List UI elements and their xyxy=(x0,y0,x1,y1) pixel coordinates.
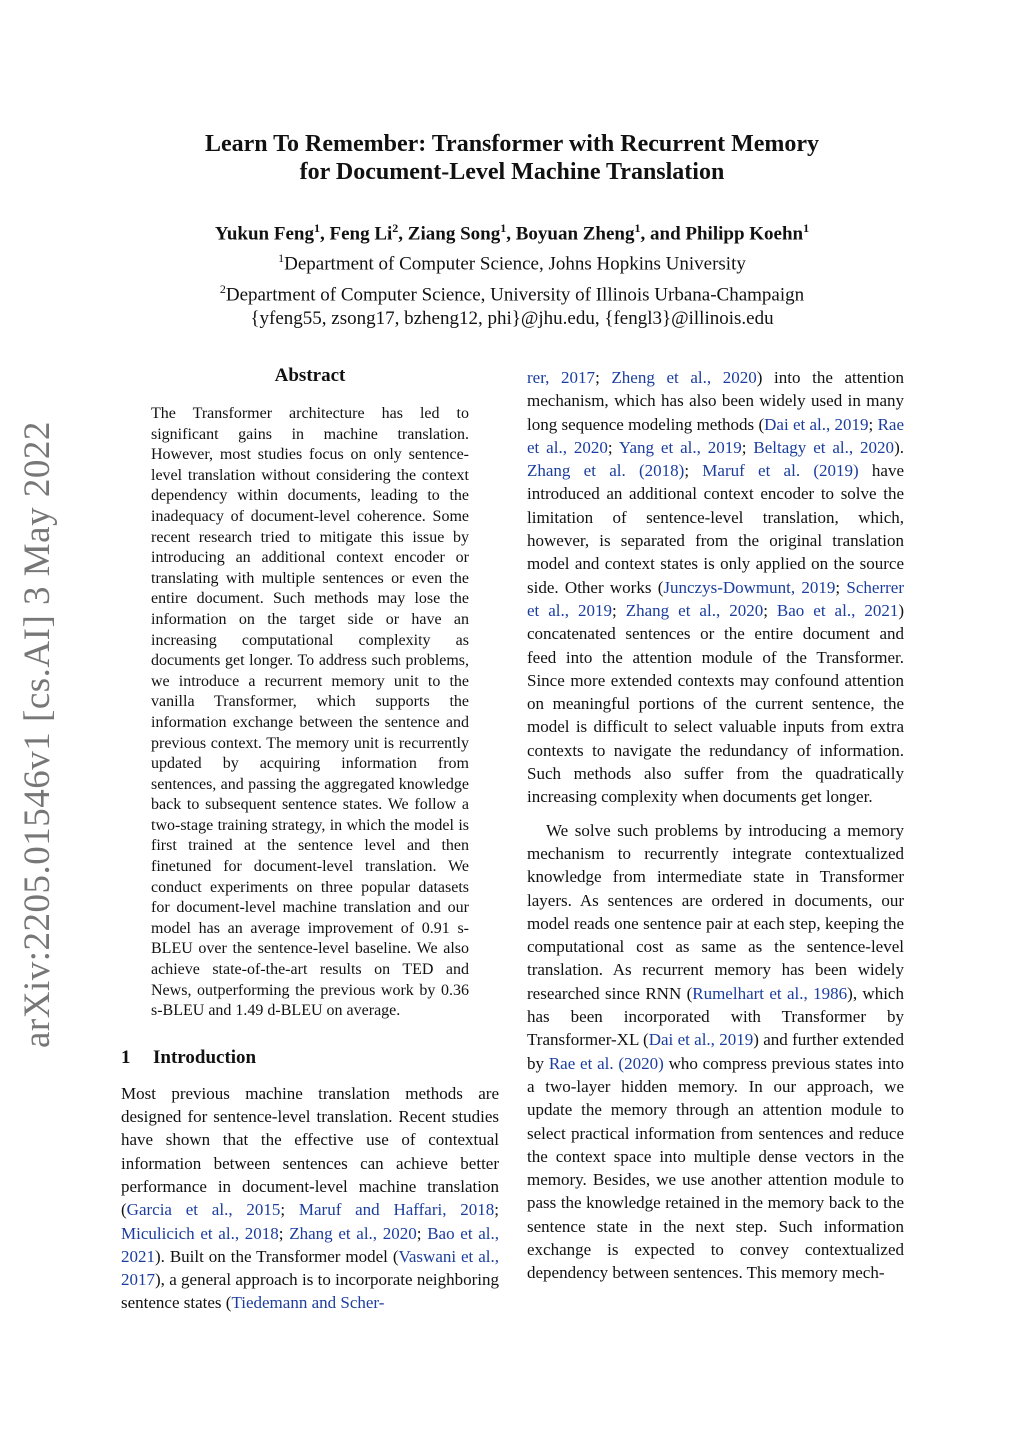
citation-link[interactable]: Zheng et al., 2020 xyxy=(611,368,757,387)
citation-link[interactable]: Garcia et al., 2015 xyxy=(126,1200,281,1220)
body-text-segment: ; xyxy=(684,461,703,481)
affiliation-mark: 1 xyxy=(313,221,320,235)
citation-link[interactable]: Junczys-Dowmunt, 2019 xyxy=(663,577,836,597)
introduction-body-left xyxy=(121,1082,499,1315)
title-line-2: for Document-Level Machine Translation xyxy=(299,159,725,185)
body-text-segment: ; xyxy=(868,414,878,434)
affiliation-mark: 1 xyxy=(803,221,810,235)
citation-link[interactable]: Zhang et al. (2018) xyxy=(527,461,685,481)
citation-link[interactable]: Maruf et al. (2019) xyxy=(702,461,859,481)
affiliation-2: $^2$Department of Computer Science, University of Illinois Urbana-Champaign xyxy=(219,281,805,305)
body-text-segment: ), a general approach is to incorporate neighboring sentence states ( xyxy=(121,1270,499,1313)
citation-link[interactable]: Miculicich et al., 2018 xyxy=(121,1223,279,1243)
author-names: Yukun Feng$^1$, Feng Li$^2$, Ziang Song$^1$, Boyuan Zheng$^1$, and Philipp Koehn$^1$ xyxy=(214,221,810,245)
affiliation-mark: 2 xyxy=(392,221,399,235)
section-title: Introduction xyxy=(153,1046,257,1068)
arxiv-identifier: arXiv:2205.01546v1 [cs.AI] 3 May 2022 xyxy=(17,421,58,1048)
body-text-segment: We solve such problems by introducing a memory mechanism to recurrently integrate contextualized knowledge from intermediate state in Transformer layers. As sentences are ordered in documents, our model reads one sentence pair at each step, keeping the computational cost as same as the sentence-level translation. As recurrent memory has been widely researched since RNN ( xyxy=(527,820,904,1003)
body-text-segment: ; xyxy=(278,1223,290,1243)
paragraph xyxy=(527,819,904,1285)
body-text-segment: ; xyxy=(416,1223,428,1243)
citation-link[interactable]: Yang et al., 2019 xyxy=(618,437,742,457)
right-column xyxy=(527,366,904,1285)
citation-link[interactable]: Maruf and Haffari, 2018 xyxy=(298,1200,495,1220)
author: and Philipp Koehn xyxy=(650,223,804,245)
body-text-segment: ). xyxy=(894,437,904,457)
citation-link[interactable]: Bao et al., 2021 xyxy=(776,600,899,620)
citation-link[interactable]: Beltagy et al., 2020 xyxy=(753,437,895,457)
section-heading-introduction xyxy=(121,1046,499,1070)
body-text-segment: ; xyxy=(595,368,612,387)
paper-title xyxy=(0,130,1024,186)
affiliation-mark: 1 xyxy=(634,221,641,235)
author-emails: {yfeng55, zsong17, bzheng12, phi}@jhu.edu, {fengl3}@illinois.edu xyxy=(250,307,774,329)
body-text-segment: ; xyxy=(741,437,754,457)
body-text-segment: ; xyxy=(607,437,619,457)
paragraph xyxy=(121,1082,499,1315)
body-text-segment: ) and further extended by xyxy=(527,1030,904,1073)
introduction-body-right xyxy=(527,366,904,1285)
body-text-segment: have introduced an additional context encoder to solve the limitation of sentence-level translation, which, however, is separated from the original translation model and context states is only applied on the source side. Other works ( xyxy=(527,461,905,597)
citation-link[interactable]: Vaswani et al., 2017 xyxy=(121,1246,499,1290)
author-block xyxy=(0,216,1024,331)
author: Yukun Feng xyxy=(214,223,314,245)
title-line-1: Learn To Remember: Transformer with Recurrent Memory xyxy=(204,131,820,157)
citation-link[interactable]: Dai et al., 2019 xyxy=(764,414,869,434)
body-text-segment: ). Built on the Transformer model ( xyxy=(155,1246,399,1266)
citation-link[interactable]: Zhang et al., 2020 xyxy=(289,1223,417,1243)
citation-link[interactable]: Zhang et al., 2020 xyxy=(625,600,764,620)
citation-link[interactable]: Bao et al., 2021 xyxy=(121,1223,499,1266)
citation-link[interactable]: Rae et al. (2020) xyxy=(548,1053,664,1073)
section-number: 1 xyxy=(121,1046,131,1068)
abstract-text: The Transformer architecture has led to significant gains in machine translation. However, most studies focus on only sentence-level translation without considering the context dependency within documents, leading to the inadequacy of document-level coherence. Some recent research tried to mitigate this issue by introducing an additional context encoder or translating with multiple sentences or even the entire document. Such methods may lose the information on the target side or have an increasing computational complexity as documents get longer. To address such problems, we introduce a recurrent memory unit to the vanilla Transformer, which supports the information exchange between the sentence and previous context. The memory unit is recurrently updated by acquiring information from sentences, and passing the aggregated knowledge back to subsequent sentence states. We follow a two-stage training strategy, in which the model is first trained at the sentence level and then finetuned for document-level translation. We conduct experiments on three popular datasets for document-level machine translation and our model has an average improvement of 0.91 s-BLEU over the sentence-level baseline. We also achieve state-of-the-art results on TED and News, outperforming the previous work by 0.36 s-BLEU and 1.49 d-BLEU on average. xyxy=(151,405,469,1020)
affiliation-mark: 1 xyxy=(500,221,507,235)
body-text-segment: ) concatenated sentences or the entire document and feed into the attention module of the Transformer. Since more extended contexts may confound attention on meaningful portions of the current sentence, the model is difficult to select valuable inputs from extra contexts to navigate the redundancy of information. Such methods also suffer from the quadratically increasing complexity when documents get longer. xyxy=(527,600,904,807)
body-text-segment: ; xyxy=(612,600,626,620)
citation-link[interactable]: Rae et al., 2020 xyxy=(527,414,904,457)
body-text-segment: ) into the attention mechanism, which has also been widely used in many long sequence modeling methods ( xyxy=(527,368,904,434)
author: Ziang Song xyxy=(407,223,501,245)
body-text-segment: who compress previous states into a two-layer hidden memory. In our approach, we update the memory through an attention module to select practical information from sentences and reduce the context space into multiple dense vectors in the memory. Besides, we use another attention module to pass the knowledge retained in the memory back to the sentence state in the next step. Such information exchange is expected to convey contextualized dependency between sentences. This memory mech- xyxy=(527,1053,905,1283)
author: Feng Li xyxy=(329,223,393,245)
body-text-segment: ; xyxy=(835,577,847,597)
author: Boyuan Zheng xyxy=(515,223,635,245)
citation-link[interactable]: Dai et al., 2019 xyxy=(648,1030,754,1050)
paragraph xyxy=(527,366,904,809)
citation-link[interactable]: Scherrer et al., 2019 xyxy=(527,577,904,620)
body-text-segment: Most previous machine translation methods are designed for sentence-level translation. Recent studies have shown that the effective use of contextual information between sentences can achieve better performance in document-level machine translation ( xyxy=(121,1083,499,1220)
body-text-segment: ; xyxy=(494,1200,499,1220)
body-text-segment: ; xyxy=(280,1200,299,1220)
affiliation-1: $^1$Department of Computer Science, Johns Hopkins University xyxy=(278,251,746,275)
citation-link[interactable]: rer, 2017 xyxy=(527,368,596,387)
citation-link[interactable]: Rumelhart et al., 1986 xyxy=(692,983,848,1003)
citation-link[interactable]: Tiedemann and Scher- xyxy=(231,1293,385,1313)
left-column xyxy=(121,364,499,1315)
body-text-segment: ; xyxy=(763,600,777,620)
body-text-segment: ), which has been incorporated with Transformer by Transformer-XL ( xyxy=(527,983,904,1050)
abstract-heading: Abstract xyxy=(274,365,346,386)
